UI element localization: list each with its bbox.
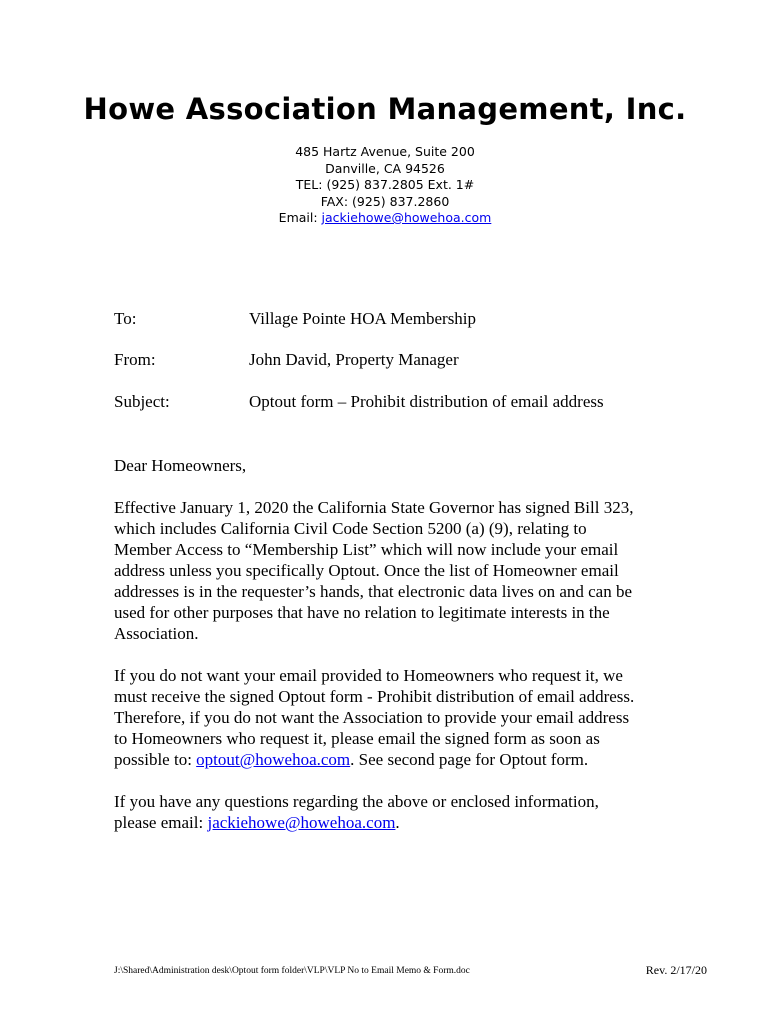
letter-body — [114, 455, 674, 854]
paragraph-line: Member Access to “Membership List” which will now include your email — [114, 540, 619, 559]
memo-subject-label: Subject: — [114, 392, 170, 411]
questions-suffix: . — [395, 813, 400, 832]
paragraph-line: Therefore, if you do not want the Association to provide your email address — [114, 708, 630, 727]
memo-subject-value: Optout form – Prohibit distribution of email address — [249, 392, 604, 411]
footer-file-path: J:\Shared\Administration desk\Optout form folder\VLP\VLP No to Email Memo & Form.doc — [114, 966, 470, 976]
greeting: Dear Homeowners, — [114, 456, 247, 475]
paragraph-line: If you have any questions regarding the above or enclosed information, — [114, 792, 599, 811]
questions-prefix: please email: — [114, 813, 208, 832]
paragraph-line: If you do not want your email provided to Homeowners who request it, we — [114, 666, 623, 685]
memo-from-value: John David, Property Manager — [249, 350, 459, 369]
paragraph-line: Association. — [114, 624, 199, 643]
paragraph-line: to Homeowners who request it, please email the signed form as soon as — [114, 729, 600, 748]
optout-suffix: . See second page for Optout form. — [350, 750, 589, 769]
footer-revision: Rev. 2/17/20 — [645, 963, 707, 977]
company-name: Howe Association Management, Inc. — [83, 92, 687, 126]
paragraph-line: must receive the signed Optout form - Prohibit distribution of email address. — [114, 687, 635, 706]
memo-to-label: To: — [114, 309, 137, 328]
address-line-street: 485 Hartz Avenue, Suite 200 — [295, 144, 475, 159]
memo-to-value: Village Pointe HOA Membership — [249, 309, 477, 328]
paragraph-line: which includes California Civil Code Section 5200 (a) (9), relating to — [114, 519, 587, 538]
fax-line: FAX: (925) 837.2860 — [320, 193, 450, 209]
optout-email-link[interactable]: optout@howehoa.com — [196, 750, 351, 769]
questions-email-link[interactable]: jackiehowe@howehoa.com — [207, 813, 396, 832]
paragraph-line: addresses is in the requester’s hands, that electronic data lives on and can be — [114, 582, 633, 601]
address-line-city: Danville, CA 94526 — [325, 160, 445, 176]
memo-from-label: From: — [114, 350, 156, 369]
paragraph-line: used for other purposes that have no relation to legitimate interests in the — [114, 603, 610, 622]
email-line — [0, 210, 770, 227]
paragraph-line: Effective January 1, 2020 the California State Governor has signed Bill 323, — [114, 498, 634, 517]
letterhead-email-link[interactable]: jackiehowe@howehoa.com — [321, 210, 492, 225]
paragraph-line — [114, 749, 674, 770]
optout-prefix: possible to: — [114, 750, 197, 769]
email-label: Email: — [278, 210, 322, 225]
telephone-line: TEL: (925) 837.2805 Ext. 1# — [295, 177, 475, 192]
paragraph-bill-323 — [114, 497, 674, 644]
paragraph-line: address unless you specifically Optout. Once the list of Homeowner email — [114, 561, 619, 580]
paragraph-optout-instructions — [114, 665, 674, 770]
letterhead — [0, 92, 770, 227]
paragraph-line — [114, 812, 674, 833]
paragraph-questions — [114, 791, 674, 833]
